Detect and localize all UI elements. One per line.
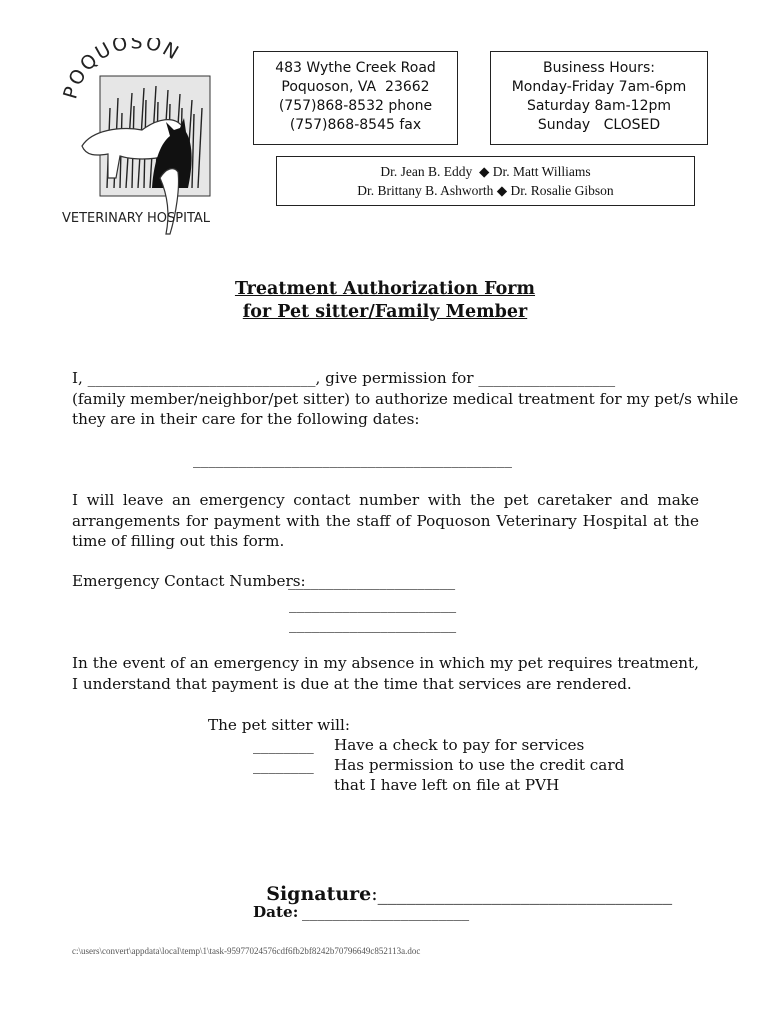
form-title-line1: Treatment Authorization Form xyxy=(234,279,536,299)
emergency-contact-blank-2[interactable]: ______________________ xyxy=(289,595,457,613)
logo-bottom-text: VETERINARY HOSPITAL xyxy=(62,211,211,226)
payment-paragraph: In the event of an emergency in my absence in which my pet requires treatment, I understand that payment is due at the time that services are rendered. xyxy=(72,654,699,693)
doctors-line: Dr. Brittany B. Ashworth ◆ Dr. Rosalie Gibson xyxy=(357,182,614,198)
address-line: 483 Wythe Creek Road xyxy=(275,60,436,76)
hospital-logo xyxy=(62,38,232,243)
permission-line: I, ______________________________, give permission for __________________ xyxy=(72,369,616,387)
phone-line: (757)868-8532 phone xyxy=(278,98,433,114)
hours-line: Sunday CLOSED xyxy=(537,117,661,133)
permission-line: they are in their care for the following dates: xyxy=(72,410,420,428)
signature-label: Signature xyxy=(266,883,372,905)
credit-card-option-blank[interactable]: ________ xyxy=(253,756,314,774)
signature-line[interactable]: :_______________________________ xyxy=(371,883,673,905)
address-line: Poquoson, VA 23662 xyxy=(281,79,430,95)
emergency-contact-blank-3[interactable]: ______________________ xyxy=(289,615,457,633)
dates-blank[interactable]: __________________________________________ xyxy=(193,450,512,468)
doctors-box xyxy=(276,156,695,206)
date-label: Date: xyxy=(253,903,299,921)
form-title xyxy=(0,278,770,324)
check-option-blank[interactable]: ________ xyxy=(253,736,314,754)
hours-line: Monday-Friday 7am-6pm xyxy=(511,79,687,95)
permission-paragraph xyxy=(72,368,739,430)
hours-heading: Business Hours: xyxy=(543,60,655,76)
credit-card-option-text: Has permission to use the credit card xyxy=(334,756,625,774)
emergency-contact-blank-1[interactable]: ______________________ xyxy=(288,572,456,590)
document-file-path: c:\users\convert\appdata\local\temp\1\task-95977024576cdf6fb2bf8242b70796649c852113a.doc xyxy=(72,946,421,956)
permission-line: (family member/neighbor/pet sitter) to authorize medical treatment for my pet/s while xyxy=(72,389,739,408)
credit-card-option-text-cont: that I have left on file at PVH xyxy=(334,776,560,794)
form-title-line2: for Pet sitter/Family Member xyxy=(242,302,528,322)
arrangement-paragraph: I will leave an emergency contact number with the pet caretaker and make arrangements for payment with the staff of Poquoson Veterinary Hospital at the time of filling out this form. xyxy=(72,491,699,550)
date-line[interactable]: ______________________ xyxy=(302,903,470,921)
business-hours-box xyxy=(490,51,708,145)
check-option-text: Have a check to pay for services xyxy=(334,736,585,754)
fax-line: (757)868-8545 fax xyxy=(289,117,422,133)
sitter-heading: The pet sitter will: xyxy=(208,716,350,734)
emergency-contact-label: Emergency Contact Numbers: xyxy=(72,572,306,590)
hours-line: Saturday 8am-12pm xyxy=(526,98,672,114)
address-box xyxy=(253,51,458,145)
logo-arc-text: OQUOSON xyxy=(64,38,184,90)
doctors-line: Dr. Jean B. Eddy ◆ Dr. Matt Williams xyxy=(380,164,591,179)
